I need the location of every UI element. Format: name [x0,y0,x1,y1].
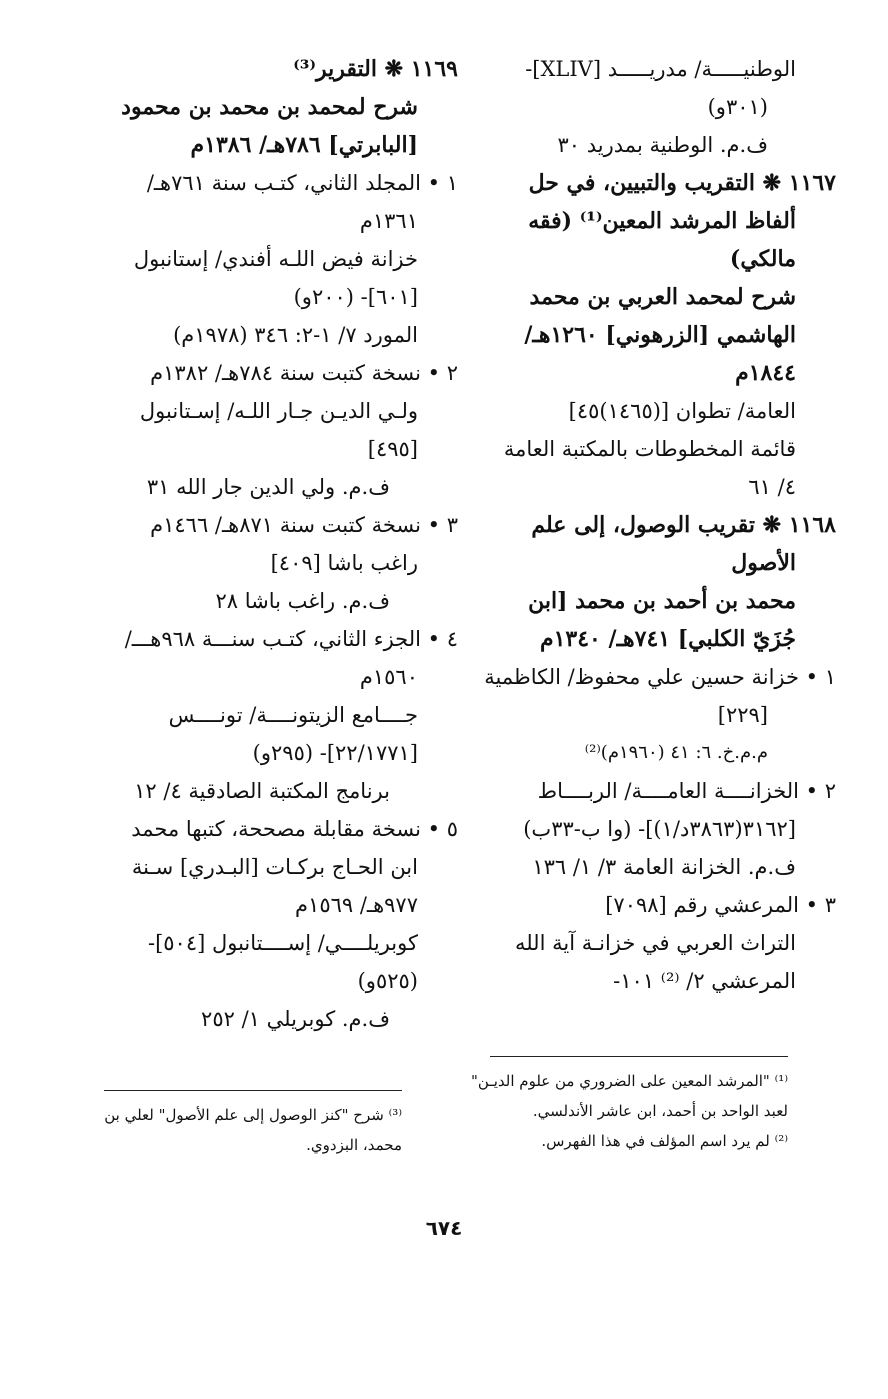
author-line: [البابرتي] ٧٨٦هـ/ ١٣٨٦م [190,132,418,158]
text-line: قائمة المخطوطات بالمكتبة العامة [503,437,796,461]
text-line: ١٥٦٠م [359,665,418,689]
footnote: ⁽³⁾ شرح "كنز الوصول إلى علم الأصول" لعلي بن [104,1106,402,1124]
text-line: [٤٩٥] [367,437,418,461]
entry-heading-1167: ١١٦٧ ❋ التقريب والتبيين، في حل [528,170,836,196]
text-line: ابن الحـاج بركـات [البـدري] سـنة [131,855,418,879]
text-line: ٩٧٧هـ/ ١٥٦٩م [295,893,418,917]
text-line: خزانة فيض اللـه أفندي/ إستانبول [133,247,418,271]
footnotes-left [72,1100,402,1160]
author-line: ١٨٤٤م [735,360,796,386]
list-item: ٢ • نسخة كتبت سنة ٧٨٤هـ/ ١٣٨٢م [150,361,458,385]
text-line: ف.م. الوطنية بمدريد ٣٠ [557,133,768,157]
footnote-separator [490,1056,788,1057]
text-line: ف.م. راغب باشا ٢٨ [215,589,390,613]
text-line: التراث العربي في خزانـة آية الله [514,931,796,955]
footnotes-right [448,1066,788,1156]
text-line: ف.م. كوبريلي ١/ ٢٥٢ [201,1007,390,1031]
author-line: محمد بن أحمد بن محمد [ابن [528,588,796,614]
text-line: ولـي الديـن جـار اللـه/ إسـتانبول [139,399,418,423]
list-item: ٢ • الخزانــــة العامــــة/ الربــــاط [537,779,836,803]
footnote: ⁽¹⁾ "المرشد المعين على الضروري من علوم الديـن" [471,1072,788,1090]
text-line: الوطنيـــــة/ مدريـــــد [XLIV]- [525,57,796,81]
text-line: [٢٢/١٧٧١]- (٢٩٥و) [252,741,418,765]
author-line: جُزَيّ الكلبي] ٧٤١هـ/ ١٣٤٠م [539,626,796,652]
text-line: المرعشي ٢/ ⁽²⁾ ١٠١- [613,969,796,993]
text-line: راغب باشا [٤٠٩] [270,551,418,575]
text-line: برنامج المكتبة الصادقية ٤/ ١٢ [134,779,390,803]
entry-title: الأصول [731,550,796,576]
text-line: كوبريلــــي/ إســــتانبول [٥٠٤]- [147,931,418,955]
list-item: ٣ • المرعشي رقم [٧٠٩٨] [605,893,836,917]
text-line: ٤/ ٦١ [748,475,796,499]
author-line: شرح لمحمد العربي بن محمد [529,284,796,310]
footnote: محمد، البزدوي. [306,1136,402,1154]
text-line: ف.م. ولي الدين جار الله ٣١ [146,475,390,499]
page-number: ٦٧٤ [425,1216,463,1240]
entry-heading-1168: ١١٦٨ ❋ تقريب الوصول، إلى علم [531,512,836,538]
author-line: شرح لمحمد بن محمد بن محمود [121,94,418,120]
list-item: ١ • خزانة حسين علي محفوظ/ الكاظمية [484,665,836,689]
list-item: ١ • المجلد الثاني، كتـب سنة ٧٦١هـ/ [146,171,458,195]
text-line: ف.م. الخزانة العامة ٣/ ١/ ١٣٦ [532,855,796,879]
footnote: ⁽²⁾ لم يرد اسم المؤلف في هذا الفهرس. [541,1132,788,1150]
text-line: [٢٢٩] [717,703,768,727]
list-item: ٥ • نسخة مقابلة مصححة، كتبها محمد [131,817,458,841]
text-line: [٦٠١]- (٢٠٠و) [293,285,418,309]
entry-title: مالكي) [729,246,796,272]
text-line: جــــامع الزيتونــــة/ تونــــس [168,703,418,727]
text-line: (٥٢٥و) [357,969,418,993]
footnote: لعبد الواحد بن أحمد، ابن عاشر الأندلسي. [532,1102,788,1120]
text-line: [٣١٦٢(٣٨٦٣د/١)]- (وا ب-٣٣ب) [523,817,796,841]
text-line: العامة/ تطوان [(١٤٦٥)٤٥] [568,399,796,423]
list-item: ٣ • نسخة كتبت سنة ٨٧١هـ/ ١٤٦٦م [150,513,458,537]
list-item: ٤ • الجزء الثاني، كتـب سنـــة ٩٦٨هـــ/ [124,627,458,651]
text-line: (٣٠١و) [707,95,768,119]
text-line: م.م.خ. ٦: ٤١ (١٩٦٠م)⁽²⁾ [584,742,768,763]
text-line: ١٣٦١م [359,209,418,233]
entry-title: ألفاظ المرشد المعين⁽¹⁾ (فقه [528,208,796,234]
author-line: الهاشمي [الزرهوني] ١٢٦٠هـ/ [524,322,796,348]
right-column [466,50,836,1000]
footnote-separator [104,1090,402,1091]
text-line: المورد ٧/ ١-٢: ٣٤٦ (١٩٧٨م) [173,323,418,347]
entry-heading-1169: ١١٦٩ ❋ التقرير⁽³⁾ [293,56,458,82]
left-column [88,50,458,1038]
